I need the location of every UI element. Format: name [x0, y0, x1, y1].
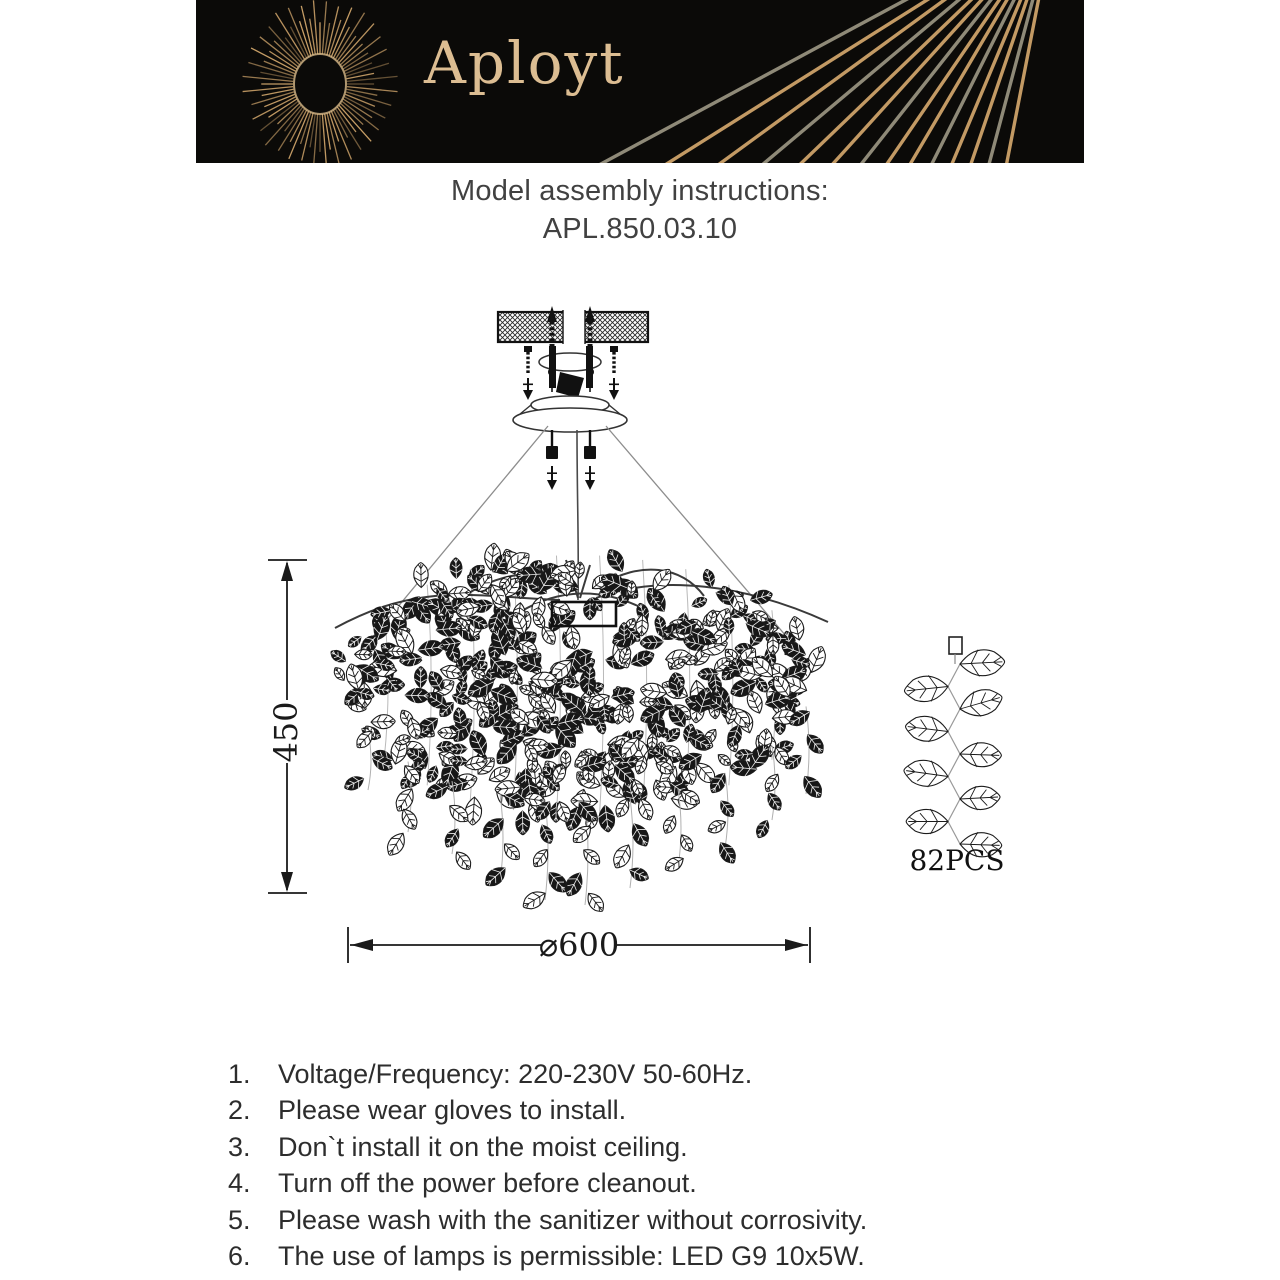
instruction-text: Voltage/Frequency: 220-230V 50-60Hz.: [278, 1059, 753, 1089]
instruction-text: Don`t install it on the moist ceiling.: [278, 1131, 688, 1162]
model-number: APL.850.03.10: [542, 213, 738, 245]
instruction-number: 3.: [228, 1131, 251, 1162]
page-title: Model assembly instructions:: [451, 175, 829, 207]
instruction-text: The use of lamps is permissible: LED G9 10x5W.: [278, 1241, 865, 1272]
instruction-number: 1.: [228, 1059, 251, 1089]
instruction-number: 2.: [228, 1095, 251, 1126]
instruction-number: 5.: [228, 1204, 251, 1235]
brand-name: Aployt: [424, 29, 625, 97]
instruction-text: Turn off the power before cleanout.: [278, 1168, 697, 1199]
height-dimension-label: 450: [267, 701, 305, 763]
instruction-text: Please wash with the sanitizer without corrosivity.: [278, 1204, 868, 1235]
diameter-dimension-label: ⌀600: [538, 926, 620, 964]
instruction-number: 4.: [228, 1168, 251, 1199]
ceiling-section: [498, 310, 648, 344]
instruction-item: [228, 1238, 1078, 1274]
parts-count-label: 82PCS: [909, 844, 1005, 877]
leaf-strand-detail: [902, 637, 1005, 858]
instruction-item: [228, 1129, 1078, 1165]
instruction-list: [228, 1056, 1078, 1274]
instruction-text: Please wear gloves to install.: [278, 1095, 627, 1126]
instruction-item: [228, 1202, 1078, 1238]
chandelier-leaf-cluster: [328, 542, 829, 915]
instruction-number: 6.: [228, 1241, 251, 1272]
instruction-item: [228, 1165, 1078, 1201]
instruction-item: [228, 1056, 1078, 1092]
instruction-item: [228, 1092, 1078, 1128]
